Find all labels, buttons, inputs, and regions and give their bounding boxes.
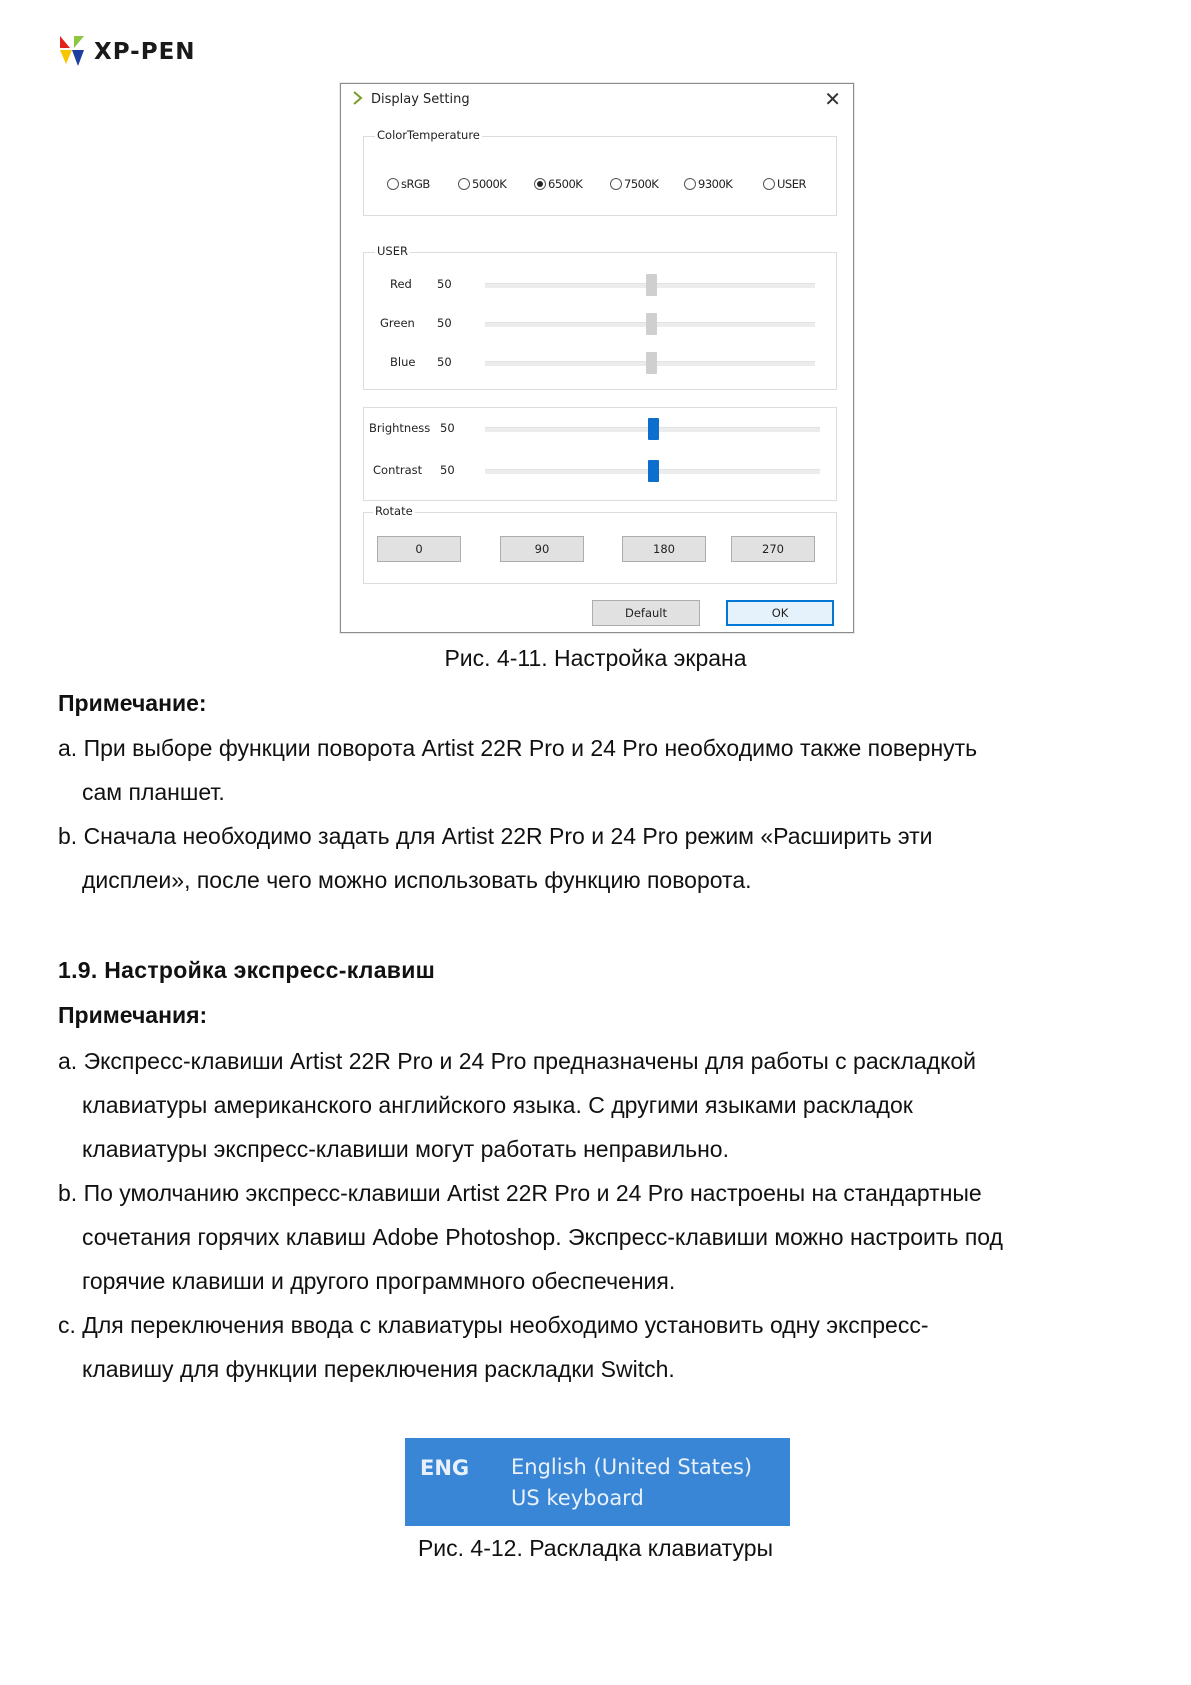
radio-icon bbox=[387, 178, 399, 190]
brand-name: XP-PEN bbox=[94, 39, 196, 65]
figure-caption-4-11: Рис. 4-11. Настройка экрана bbox=[444, 645, 747, 671]
xp-pen-logo-icon bbox=[58, 34, 86, 70]
green-label: Green bbox=[380, 316, 415, 330]
close-icon[interactable]: ✕ bbox=[824, 87, 841, 111]
green-slider-thumb[interactable] bbox=[646, 313, 657, 335]
radio-icon bbox=[763, 178, 775, 190]
radio-9300k[interactable]: 9300K bbox=[684, 177, 732, 191]
contrast-slider-thumb[interactable] bbox=[648, 460, 659, 482]
default-button[interactable]: Default bbox=[592, 600, 700, 626]
green-slider-row bbox=[341, 313, 851, 333]
keyboard-layout-name: US keyboard bbox=[511, 1486, 644, 1510]
keyboard-lang-name: English (United States) bbox=[511, 1455, 753, 1479]
green-value: 50 bbox=[437, 316, 452, 330]
brightness-label: Brightness bbox=[369, 421, 431, 435]
radio-srgb[interactable]: sRGB bbox=[387, 177, 430, 191]
contrast-label: Contrast bbox=[373, 463, 423, 477]
radio-icon bbox=[610, 178, 622, 190]
radio-5000k[interactable]: 5000K bbox=[458, 177, 506, 191]
figure-caption-4-12: Рис. 4-12. Раскладка клавиатуры bbox=[417, 1535, 774, 1561]
radio-7500k[interactable]: 7500K bbox=[610, 177, 658, 191]
note-item-b: b. Сначала необходимо задать для Artist 22R Pro и 24 Pro режим «Расширить эти дисплеи», после чего можно использовать функцию поворота. bbox=[58, 823, 933, 893]
contrast-value: 50 bbox=[440, 463, 455, 477]
section-note-a: a. Экспресс-клавиши Artist 22R Pro и 24 Pro предназначены для работы с раскладкой клавиатуры американского английского языка. С другими языками раскладок клавиатуры экспресс-клавиши могут работать неправильно. bbox=[58, 1048, 977, 1162]
keyboard-lang-code: ENG bbox=[420, 1456, 470, 1480]
rotate-0-button[interactable]: 0 bbox=[377, 536, 461, 562]
blue-value: 50 bbox=[437, 355, 452, 369]
section-note-b: b. По умолчанию экспресс-клавиши Artist 22R Pro и 24 Pro настроены на стандартные сочетания горячих клавиш Adobe Photoshop. Экспресс-клавиши можно настроить под горячие клавиши и другого программного обеспечения. bbox=[58, 1180, 1003, 1294]
radio-6500k[interactable]: 6500K bbox=[534, 177, 582, 191]
rotate-label: Rotate bbox=[375, 504, 413, 518]
note-item-a: a. При выборе функции поворота Artist 22R Pro и 24 Pro необходимо также повернуть сам планшет. bbox=[58, 735, 978, 805]
radio-icon bbox=[458, 178, 470, 190]
radio-icon bbox=[684, 178, 696, 190]
blue-label: Blue bbox=[390, 355, 416, 369]
user-group-label: USER bbox=[377, 244, 408, 258]
red-slider-thumb[interactable] bbox=[646, 274, 657, 296]
notes-heading: Примечания: bbox=[58, 1002, 208, 1028]
red-slider-row bbox=[341, 274, 851, 294]
color-temperature-group bbox=[363, 136, 837, 216]
rotate-180-button[interactable]: 180 bbox=[622, 536, 706, 562]
radio-selected-icon bbox=[534, 178, 546, 190]
rotate-270-button[interactable]: 270 bbox=[731, 536, 815, 562]
ok-button[interactable]: OK bbox=[726, 600, 834, 626]
keyboard-layout-indicator bbox=[405, 1438, 790, 1526]
blue-slider-thumb[interactable] bbox=[646, 352, 657, 374]
dialog-titlebar[interactable] bbox=[341, 84, 853, 114]
brightness-slider-thumb[interactable] bbox=[648, 418, 659, 440]
red-label: Red bbox=[390, 277, 412, 291]
section-note-c: c. Для переключения ввода с клавиатуры необходимо установить одну экспресс- клавишу для функции переключения раскладки Switch. bbox=[58, 1312, 929, 1382]
note-heading: Примечание: bbox=[58, 690, 207, 716]
radio-user[interactable]: USER bbox=[763, 177, 806, 191]
app-icon bbox=[351, 90, 365, 106]
brand-logo bbox=[58, 32, 196, 72]
color-temperature-label: ColorTemperature bbox=[377, 128, 480, 142]
dialog-title: Display Setting bbox=[371, 92, 470, 107]
section-heading: 1.9. Настройка экспресс-клавиш bbox=[58, 957, 436, 983]
brightness-value: 50 bbox=[440, 421, 455, 435]
blue-slider-row bbox=[341, 352, 851, 372]
contrast-slider-row bbox=[341, 460, 851, 480]
display-setting-dialog bbox=[340, 83, 854, 633]
brightness-slider-row bbox=[341, 418, 851, 438]
rotate-90-button[interactable]: 90 bbox=[500, 536, 584, 562]
red-value: 50 bbox=[437, 277, 452, 291]
